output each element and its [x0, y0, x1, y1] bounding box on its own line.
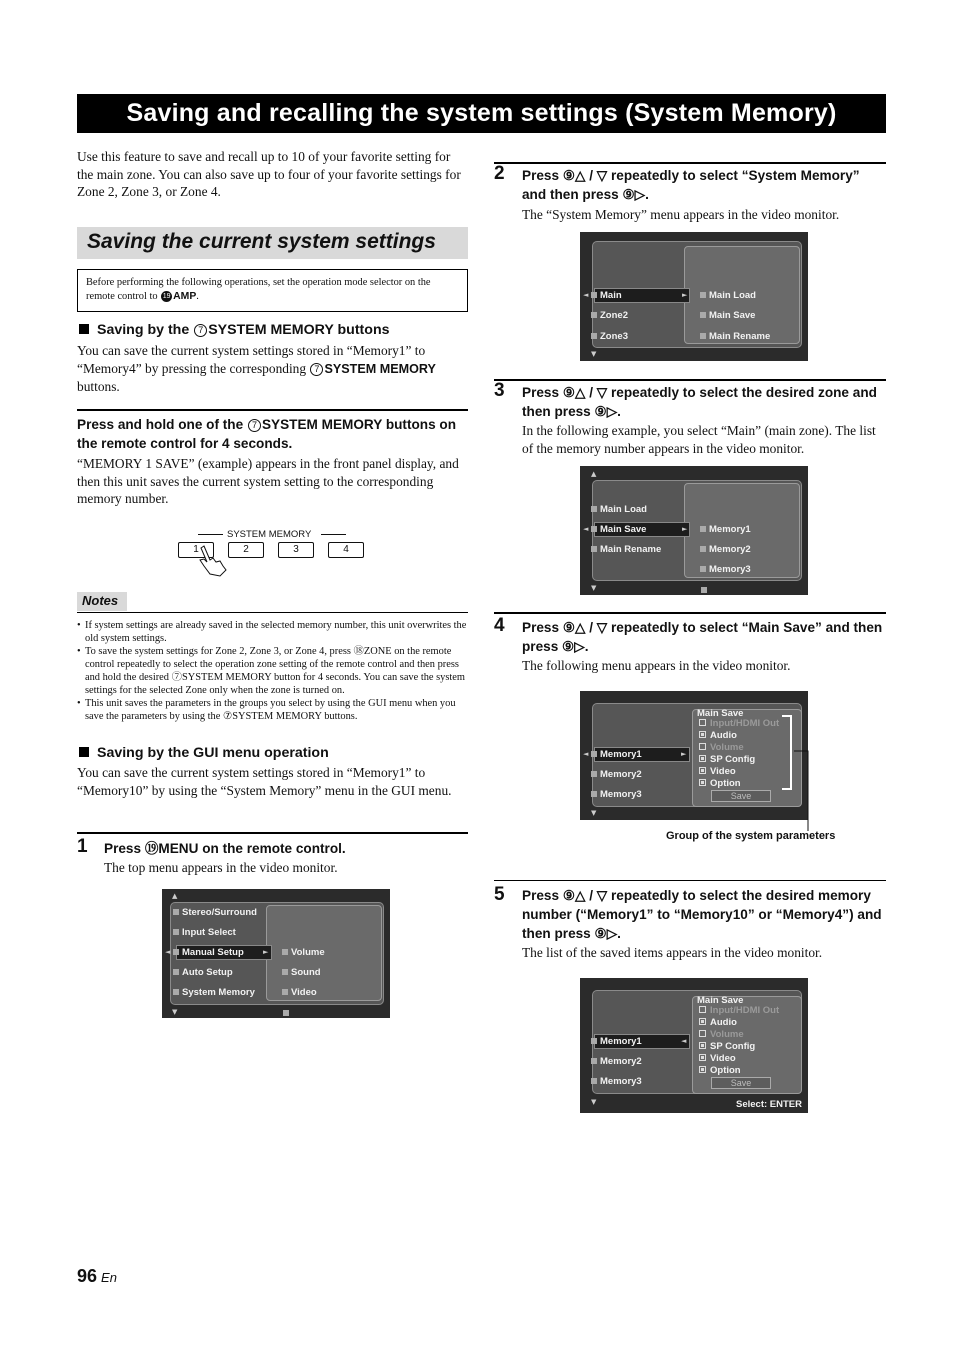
menu-item-selected[interactable]: Memory1 — [591, 749, 642, 760]
submenu-item[interactable]: Sound — [282, 967, 321, 978]
buttons-heading-post: buttons — [337, 322, 390, 338]
submenu-item[interactable]: Main Load — [700, 290, 756, 301]
menu-item[interactable]: Zone3 — [591, 331, 628, 342]
menu-item[interactable]: Memory2 — [591, 769, 642, 780]
step-number: 2 — [494, 163, 505, 184]
left-arrow-icon: ◄ — [583, 525, 589, 533]
submenu-item[interactable]: Memory1 — [700, 524, 751, 535]
divider — [494, 612, 886, 614]
submenu-item[interactable]: Memory2 — [700, 544, 751, 555]
square-bullet-icon — [79, 747, 89, 757]
step-body: In the following example, you select “Main” (main zone). The list of the memory number appears in the video monitor. — [522, 423, 876, 456]
down-arrow-icon: ▼ — [591, 1098, 597, 1106]
callout-label: Group of the system parameters — [666, 830, 836, 842]
divider — [494, 162, 886, 164]
param-checkbox[interactable]: Video — [699, 766, 736, 777]
param-checkbox: Option — [699, 1065, 741, 1076]
step-number: 4 — [494, 615, 505, 636]
divider — [321, 534, 346, 535]
param-checkbox: Audio — [699, 1017, 737, 1028]
note-item: • To save the system settings for Zone 2, Zone 3, or Zone 4, press ⑱ZONE on the remote control repeatedly to select the operation zone setting of the remote control and then press and hold the desired ⑦SYSTEM MEMORY button for 4 seconds. You can save the system settings for the selected Zone only when the zone is turned on. — [77, 645, 469, 697]
left-arrow-icon: ◄ — [681, 1037, 687, 1045]
buttons-heading-key: SYSTEM MEMORY — [208, 322, 334, 338]
buttons-subheading — [79, 322, 469, 338]
menu-item-selected[interactable]: Memory1 — [591, 1036, 642, 1047]
menu-item[interactable]: Main Load — [591, 504, 647, 515]
intro-paragraph: Use this feature to save and recall up to 10 of your favorite setting for the main zone. You can also save up to four of your favorite settings for Zone 2, Zone 3, or Zone 4. — [77, 149, 461, 200]
step-title: Press ⑨△ / ▽ repeatedly to select “Main Save” and then press ⑨▷. — [522, 620, 883, 654]
square-bullet-icon — [79, 324, 89, 334]
memory-key-2: 2 — [228, 542, 264, 558]
divider — [494, 379, 886, 381]
divider — [494, 880, 886, 881]
buttons-body-tail: buttons. — [77, 379, 120, 395]
step-title: Press ⑨△ / ▽ repeatedly to select “System Memory” and then press ⑨▷. — [522, 168, 860, 202]
notes-list — [77, 619, 469, 723]
note-item: • This unit saves the parameters in the groups you select by using the GUI menu when you save the parameters by using the ⑦SYSTEM MEMORY buttons. — [77, 697, 469, 723]
gui-body: You can save the current system settings stored in “Memory1” to “Memory10” by using the “System Memory” menu in the GUI menu. — [77, 765, 452, 798]
param-checkbox: Input/HDMI Out — [699, 1005, 779, 1016]
page-title-text: Saving and recalling the system settings (System Memory) — [126, 99, 837, 127]
note-box-text: Before performing the following operations, set the operation mode selector on the remote control to — [86, 277, 431, 302]
step-title: Press ⑲MENU on the remote control. — [104, 841, 346, 856]
menu-item[interactable]: Stereo/Surround — [173, 907, 257, 918]
illustration-label: SYSTEM MEMORY — [227, 529, 312, 540]
buttons-body-text: You can save the current system settings stored in “Memory1” to “Memory4” by pressing the corresponding — [77, 343, 426, 376]
buttons-instruction — [77, 415, 469, 453]
key-number-icon: 7 — [310, 363, 323, 376]
buttons-body — [77, 342, 469, 396]
notes-tag: Notes — [77, 592, 127, 611]
step-number: 3 — [494, 380, 505, 401]
memory-key-1: 1 — [178, 542, 214, 558]
divider — [77, 832, 468, 834]
up-arrow-icon: ▲ — [172, 892, 178, 900]
page-indicator-icon — [701, 587, 707, 593]
page-lang: En — [101, 1270, 117, 1285]
left-arrow-icon: ◄ — [165, 948, 171, 956]
right-arrow-icon: ► — [263, 948, 269, 956]
submenu-item[interactable]: Memory3 — [700, 564, 751, 575]
menu-item[interactable]: Memory3 — [591, 789, 642, 800]
step-body: The following menu appears in the video monitor. — [522, 658, 791, 673]
gui-screen-system-memory — [580, 232, 808, 361]
down-arrow-icon: ▼ — [172, 1008, 178, 1016]
down-arrow-icon: ▼ — [591, 350, 597, 358]
save-button[interactable]: Save — [711, 1077, 771, 1089]
step-body: The list of the saved items appears in the video monitor. — [522, 945, 823, 960]
param-checkbox[interactable]: Audio — [699, 730, 737, 741]
right-arrow-icon: ► — [682, 525, 688, 533]
param-checkbox[interactable]: Option — [699, 778, 741, 789]
note-box: Before performing the following operations, set the operation mode selector on the remote control to 19 AMP. — [77, 269, 468, 312]
step-body: The top menu appears in the video monitor. — [104, 860, 338, 875]
divider — [198, 534, 223, 535]
submenu-item[interactable]: Volume — [282, 947, 325, 958]
param-checkbox[interactable]: SP Config — [699, 754, 755, 765]
step-number: 5 — [494, 884, 505, 905]
up-arrow-icon: ▲ — [591, 470, 597, 478]
down-arrow-icon: ▼ — [591, 809, 597, 817]
panel-title: Main Save — [697, 995, 744, 1006]
menu-item[interactable]: Input Select — [173, 927, 236, 938]
instr-key: SYSTEM MEMORY — [261, 417, 383, 432]
instr-post: buttons on the remote control for 4 seconds. — [77, 417, 457, 451]
param-checkbox: Video — [699, 1053, 736, 1064]
gui-screen-top-menu — [162, 889, 390, 1018]
page-number-value: 96 — [77, 1266, 98, 1286]
key-number-icon: 19 — [162, 293, 171, 300]
gui-screen-main-zone — [580, 466, 808, 595]
left-arrow-icon: ◄ — [583, 750, 589, 758]
param-checkbox[interactable]: Volume — [699, 742, 744, 753]
submenu-item[interactable]: Main Rename — [700, 331, 770, 342]
memory-key-3: 3 — [278, 542, 314, 558]
gui-screen-saved-items — [580, 978, 808, 1113]
callout-line — [790, 745, 820, 835]
page-indicator-icon — [283, 1010, 289, 1016]
menu-item[interactable]: Memory3 — [591, 1076, 642, 1087]
gui-screen-main-save — [580, 691, 808, 820]
save-button[interactable]: Save — [711, 790, 771, 802]
gui-subheading — [79, 745, 469, 761]
pressing-hand-icon — [196, 544, 236, 578]
right-arrow-icon: ► — [681, 750, 687, 758]
step-title: Press ⑨△ / ▽ repeatedly to select the desired zone and then press ⑨▷. — [522, 385, 877, 419]
param-checkbox[interactable]: Input/HDMI Out — [699, 718, 779, 729]
menu-item-selected[interactable]: Main Save — [591, 524, 646, 535]
buttons-body-key: SYSTEM MEMORY — [324, 361, 436, 376]
menu-item-selected[interactable]: Manual Setup — [173, 947, 244, 958]
memory-key-4: 4 — [328, 542, 364, 558]
divider — [77, 612, 468, 613]
screen-footer: Select: ENTER — [736, 1099, 802, 1110]
left-arrow-icon: ◄ — [583, 291, 589, 299]
step-body: The “System Memory” menu appears in the video monitor. — [522, 207, 840, 222]
gui-heading-text: Saving by the GUI menu operation — [97, 745, 329, 761]
buttons-heading-pre: Saving by the — [97, 322, 190, 338]
key-number-icon: 7 — [248, 419, 261, 432]
right-arrow-icon: ► — [682, 291, 688, 299]
note-box-key: AMP — [173, 291, 197, 302]
step-number: 1 — [77, 836, 88, 857]
menu-item[interactable]: Auto Setup — [173, 967, 233, 978]
instr-pre: Press and hold one of the — [77, 417, 244, 432]
section-heading — [77, 227, 468, 259]
menu-item[interactable]: Main Rename — [591, 544, 661, 555]
key-number-icon: 7 — [194, 324, 207, 337]
system-memory-keys-illustration — [178, 528, 368, 578]
menu-item-selected[interactable]: Main — [591, 290, 622, 301]
note-item: • If system settings are already saved in the selected memory number, this unit overwrites the old system settings. — [77, 619, 469, 645]
param-checkbox: Volume — [699, 1029, 744, 1040]
buttons-instruction-body: “MEMORY 1 SAVE” (example) appears in the front panel display, and then this unit saves the current system setting to the corresponding memory number. — [77, 456, 459, 507]
submenu-item[interactable]: Main Save — [700, 310, 755, 321]
submenu-item[interactable]: Video — [282, 987, 317, 998]
divider — [77, 409, 468, 411]
section-heading-text: Saving the current system settings — [87, 230, 436, 253]
menu-item[interactable]: Zone2 — [591, 310, 628, 321]
panel-title: Main Save — [697, 708, 744, 719]
down-arrow-icon: ▼ — [591, 584, 597, 592]
menu-item[interactable]: Memory2 — [591, 1056, 642, 1067]
menu-item[interactable]: System Memory — [173, 987, 255, 998]
step-title: Press ⑨△ / ▽ repeatedly to select the desired memory number (“Memory1” to “Memory10” or “Memory4”) and then press ⑨▷. — [522, 888, 882, 941]
param-checkbox: SP Config — [699, 1041, 755, 1052]
page-number — [77, 1266, 117, 1287]
page-title — [77, 94, 886, 133]
